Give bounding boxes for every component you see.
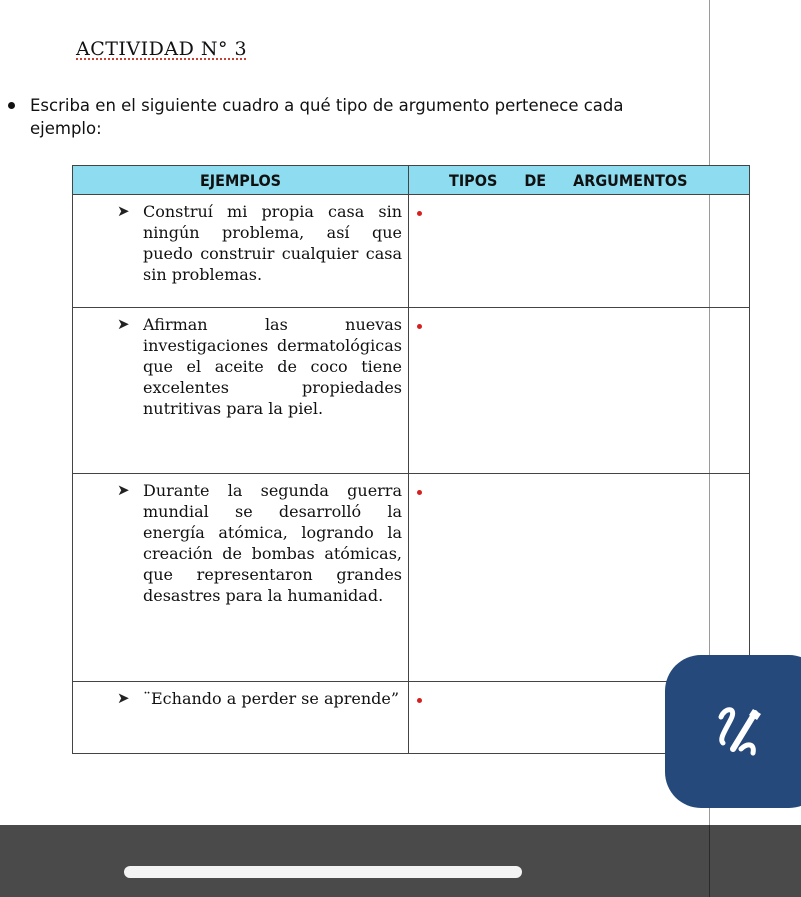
arrow-bullet-icon: ➤ [117, 315, 130, 333]
red-dot-icon [417, 490, 422, 495]
red-dot-icon [417, 324, 422, 329]
answer-cell[interactable] [409, 195, 750, 308]
handwriting-fab-button[interactable] [665, 655, 801, 808]
example-text: ¨Echando a perder se aprende” [143, 689, 400, 708]
answer-cell[interactable] [409, 308, 750, 474]
example-cell [73, 195, 409, 308]
red-dot-icon [417, 698, 422, 703]
table-row [73, 308, 750, 474]
arguments-table [72, 165, 750, 754]
red-dot-icon [417, 211, 422, 216]
bottom-bar-edge-line [709, 825, 710, 897]
example-cell [73, 682, 409, 754]
bullet-dot-icon [8, 102, 15, 109]
example-text: Durante la segunda guerra mundial se desarrolló la energía atómica, logrando la creación de bombas atómicas, que representaron grandes desastres para la humanidad. [143, 481, 402, 605]
example-cell [73, 308, 409, 474]
table-row [73, 474, 750, 682]
table-row [73, 195, 750, 308]
bottom-navigation-bar [0, 825, 801, 897]
home-indicator[interactable] [124, 866, 522, 878]
answer-cell[interactable] [409, 474, 750, 682]
header-examples: EJEMPLOS [73, 166, 409, 195]
header-argument-types: TIPOS DE ARGUMENTOS [409, 166, 750, 195]
instruction-text: Escriba en el siguiente cuadro a qué tipo de argumento pertenece cada ejemplo: [30, 96, 624, 138]
example-cell [73, 474, 409, 682]
example-text: Construí mi propia casa sin ningún problema, así que puedo construir cualquier casa sin problemas. [143, 202, 402, 284]
arrow-bullet-icon: ➤ [117, 481, 130, 499]
table-header-row [73, 166, 750, 195]
instruction-bullet [8, 94, 648, 140]
example-text: Afirman las nuevas investigaciones dermatológicas que el aceite de coco tiene excelentes propiedades nutritivas para la piel. [143, 315, 402, 418]
activity-title: ACTIVIDAD N° 3 [76, 38, 248, 60]
arrow-bullet-icon: ➤ [117, 202, 130, 220]
table-row [73, 682, 750, 754]
arrow-bullet-icon: ➤ [117, 689, 130, 707]
handwriting-pen-icon [715, 703, 767, 759]
